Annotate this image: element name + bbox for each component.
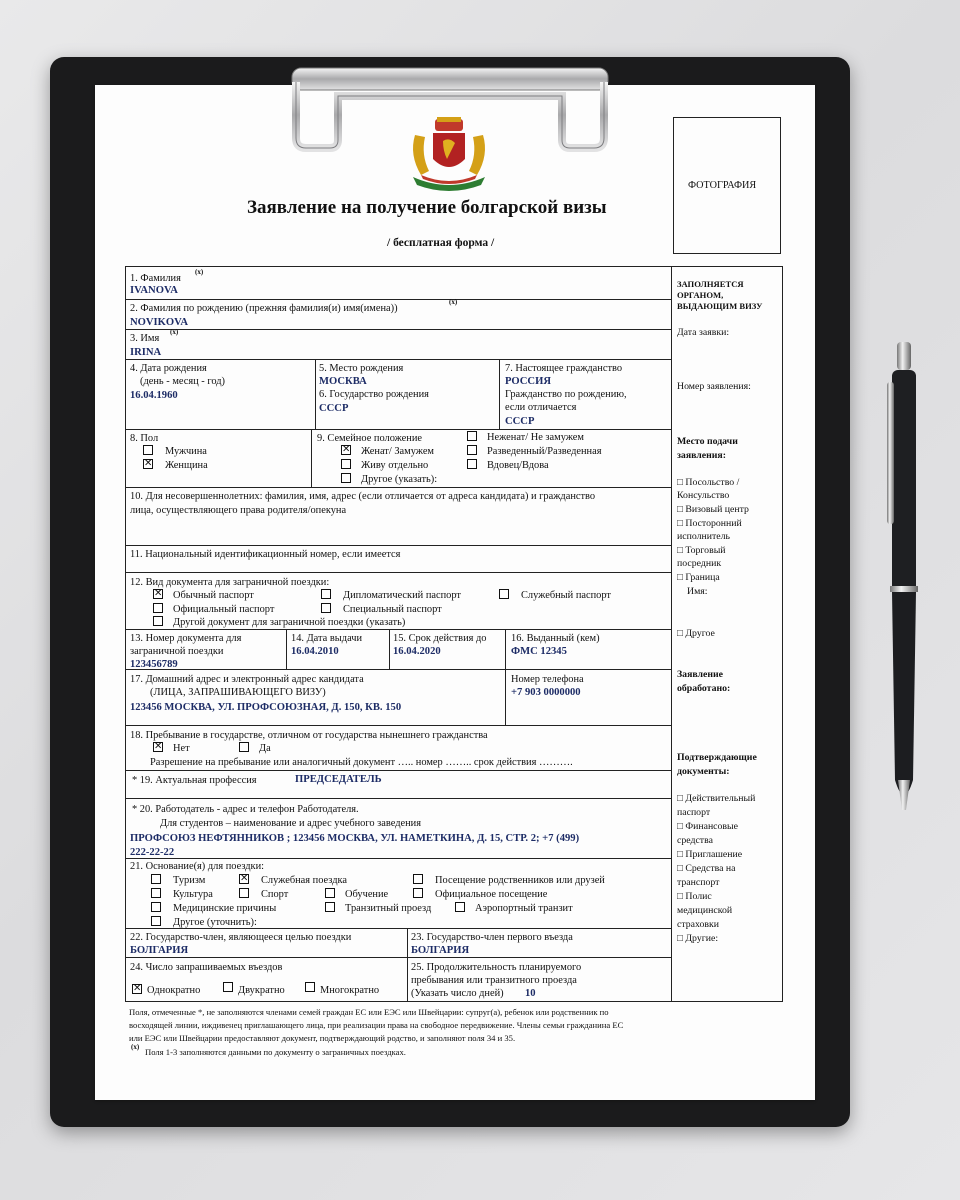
- field-25-label-3: (Указать число дней): [411, 988, 504, 999]
- checkbox-visit[interactable]: [413, 874, 423, 884]
- label-marital-other: Другое (указать):: [361, 474, 438, 485]
- pen: [880, 340, 930, 820]
- field-25-days[interactable]: 10: [525, 988, 536, 999]
- visa-application-form: [95, 85, 815, 1100]
- checkbox-other-document[interactable]: [153, 616, 163, 626]
- checkbox-multiple-entry[interactable]: [305, 982, 315, 992]
- field-14-label: 14. Дата выдачи: [291, 633, 363, 644]
- checkbox-study[interactable]: [325, 888, 335, 898]
- field-18-permit: Разрешение на пребывание или аналогичный документ ….. номер …….. срок действия ……….: [150, 757, 573, 768]
- label-separated: Живу отдельно: [361, 460, 429, 471]
- checkbox-service-passport[interactable]: [499, 589, 509, 599]
- checkbox-female[interactable]: ✕: [144, 458, 153, 469]
- field-6-birth-country[interactable]: СССР: [319, 403, 349, 414]
- field-7-birth-citizenship[interactable]: СССР: [505, 416, 535, 427]
- footer-note: Поля, отмеченные *, не заполняются членами семей граждан ЕС или ЕЭС или Швейцарии: супруг(а), ребенок или родственник по: [129, 1007, 609, 1017]
- checkbox-married[interactable]: ✕: [342, 444, 351, 455]
- field-14-issue-date[interactable]: 16.04.2010: [291, 646, 339, 657]
- field-2-label: 2. Фамилия по рождению (прежняя фамилия(и) имя(имена)): [130, 303, 398, 314]
- doc-passport-2: паспорт: [677, 807, 711, 818]
- field-25-label-2: пребывания или транзитного проезда: [411, 975, 577, 986]
- checkbox-marital-other[interactable]: [341, 473, 351, 483]
- field-3-note: (x): [170, 328, 179, 336]
- field-7-birth-citizenship-label-2: если отличается: [505, 402, 577, 413]
- label-service-passport: Служебный паспорт: [521, 590, 611, 601]
- label-married: Женат/ Замужем: [361, 446, 435, 457]
- label-sport: Спорт: [261, 889, 289, 900]
- processed-title: Заявление: [677, 669, 724, 680]
- submission-place-title: Место подачи: [677, 436, 738, 447]
- office-use-title-2: ОРГАНОМ,: [677, 290, 724, 300]
- field-22-destination[interactable]: БОЛГАРИЯ: [130, 945, 189, 956]
- field-7-label: 7. Настоящее гражданство: [505, 363, 623, 374]
- footer-note-mark: (x): [131, 1043, 140, 1051]
- label-culture: Культура: [173, 889, 213, 900]
- checkbox-separated[interactable]: [341, 459, 351, 469]
- phone-value[interactable]: +7 903 0000000: [511, 687, 581, 698]
- checkbox-male[interactable]: [143, 445, 153, 455]
- label-medical: Медицинские причины: [173, 903, 277, 914]
- supporting-docs-title-2: документы:: [677, 766, 730, 777]
- option-visa-center: □ Визовый центр: [677, 504, 749, 515]
- field-11-label: 11. Национальный идентификационный номер, если имеется: [130, 549, 401, 560]
- field-22-label: 22. Государство-член, являющееся целью поездки: [130, 932, 352, 943]
- footer-note-4: Поля 1-3 заполняются данными по документу о заграничных поездках.: [145, 1047, 406, 1057]
- label-male: Мужчина: [165, 446, 207, 457]
- form-title: Заявление на получение болгарской визы: [247, 197, 607, 218]
- field-16-issued-by[interactable]: ФМС 12345: [511, 646, 567, 657]
- label-single: Неженат/ Не замужем: [487, 432, 584, 443]
- field-18-label: 18. Пребывание в государстве, отличном от государства нынешнего гражданства: [130, 730, 488, 741]
- label-female: Женщина: [165, 460, 208, 471]
- field-4-birth-date[interactable]: 16.04.1960: [130, 390, 178, 401]
- field-13-label: 13. Номер документа для: [130, 633, 242, 644]
- option-trade-2: посредник: [677, 558, 722, 569]
- label-official-passport: Официальный паспорт: [173, 604, 275, 615]
- doc-finance-2: средства: [677, 835, 713, 846]
- field-7-citizenship[interactable]: РОССИЯ: [505, 376, 551, 387]
- checkbox-sport[interactable]: [239, 888, 249, 898]
- field-17-address[interactable]: 123456 МОСКВА, УЛ. ПРОФСОЮЗНАЯ, Д. 150, КВ. 150: [130, 702, 402, 713]
- checkbox-tourism[interactable]: [151, 874, 161, 884]
- doc-transport-2: транспорт: [677, 877, 720, 888]
- submission-place-title-2: заявления:: [677, 450, 726, 461]
- checkbox-divorced[interactable]: [467, 445, 477, 455]
- processed-title-2: обработано:: [677, 683, 731, 694]
- field-3-first-name[interactable]: IRINA: [130, 347, 162, 358]
- label-multiple-entry: Многократно: [320, 985, 380, 996]
- field-1-label: 1. Фамилия: [130, 273, 181, 284]
- field-17-sub: (ЛИЦА, ЗАПРАШИВАЮЩЕГО ВИЗУ): [150, 687, 326, 698]
- checkbox-double-entry[interactable]: [223, 982, 233, 992]
- label-residence-yes: Да: [259, 743, 271, 754]
- checkbox-diplomatic-passport[interactable]: [321, 589, 331, 599]
- label-ordinary-passport: Обычный паспорт: [173, 590, 254, 601]
- checkbox-residence-yes[interactable]: [239, 742, 249, 752]
- option-trade: □ Торговый: [677, 545, 726, 556]
- option-outsource: □ Посторонний: [677, 518, 742, 529]
- field-1-note: (x): [195, 268, 204, 276]
- checkbox-single[interactable]: [467, 431, 477, 441]
- option-outsource-2: исполнитель: [677, 531, 730, 542]
- label-diplomatic-passport: Дипломатический паспорт: [343, 590, 461, 601]
- checkbox-official-passport[interactable]: [153, 603, 163, 613]
- field-13-document-number[interactable]: 123456789: [130, 659, 178, 670]
- label-study: Обучение: [345, 889, 389, 900]
- supporting-docs-title: Подтверждающие: [677, 752, 757, 763]
- field-1-surname[interactable]: IVANOVA: [130, 285, 178, 296]
- phone-label: Номер телефона: [511, 674, 584, 685]
- field-20-label: * 20. Работодатель - адрес и телефон Работодателя.: [132, 804, 359, 815]
- checkbox-business[interactable]: ✕: [240, 873, 249, 884]
- label-widowed: Вдовец/Вдова: [487, 460, 549, 471]
- label-purpose-other: Другое (уточнить):: [173, 917, 257, 928]
- label-special-passport: Специальный паспорт: [343, 604, 442, 615]
- field-8-label: 8. Пол: [130, 433, 159, 444]
- label-transit: Транзитный проезд: [345, 903, 432, 914]
- label-business: Служебная поездка: [261, 875, 347, 886]
- field-6-label: 6. Государство рождения: [319, 389, 429, 400]
- field-3-label: 3. Имя: [130, 333, 160, 344]
- checkbox-special-passport[interactable]: [321, 603, 331, 613]
- option-border-name: Имя:: [687, 586, 708, 597]
- field-23-label: 23. Государство-член первого въезда: [411, 932, 573, 943]
- option-other: □ Другое: [677, 628, 715, 639]
- field-23-first-entry[interactable]: БОЛГАРИЯ: [411, 945, 470, 956]
- label-visit: Посещение родственников или друзей: [435, 875, 605, 886]
- option-embassy: □ Посольство /: [677, 477, 740, 488]
- doc-invitation: □ Приглашение: [677, 849, 743, 860]
- checkbox-widowed[interactable]: [467, 459, 477, 469]
- office-use-title-3: ВЫДАЮЩИМ ВИЗУ: [677, 301, 763, 311]
- doc-other: □ Другие:: [677, 933, 719, 944]
- application-date-label: Дата заявки:: [677, 327, 730, 338]
- field-4-label: 4. Дата рождения: [130, 363, 207, 374]
- field-19-occupation[interactable]: ПРЕДСЕДАТЕЛЬ: [295, 774, 382, 785]
- checkbox-purpose-other[interactable]: [151, 916, 161, 926]
- field-2-note: (x): [449, 298, 458, 306]
- field-20-employer-phone[interactable]: 222-22-22: [130, 847, 175, 858]
- label-single-entry: Однократно: [147, 985, 201, 996]
- field-4-format: (день - месяц - год): [140, 376, 226, 387]
- option-embassy-2: Консульство: [677, 490, 730, 501]
- field-19-label: * 19. Актуальная профессия: [132, 775, 257, 786]
- photo-box: [673, 117, 781, 254]
- field-20-sub: Для студентов – наименование и адрес учебного заведения: [160, 818, 421, 829]
- label-other-document: Другой документ для заграничной поездки (указать): [173, 617, 406, 628]
- field-16-label: 16. Выданный (кем): [511, 633, 600, 644]
- form-subtitle: / бесплатная форма /: [387, 237, 495, 249]
- field-5-label: 5. Место рождения: [319, 363, 404, 374]
- doc-insurance: □ Полис: [677, 891, 712, 902]
- field-10-label-2: лица, осуществляющего права родителя/опекуна: [130, 505, 347, 516]
- checkbox-residence-no[interactable]: ✕: [154, 741, 163, 752]
- field-10-label: 10. Для несовершеннолетних: фамилия, имя, адрес (если отличается от адреса кандидата) и гражданство: [130, 491, 596, 502]
- application-number-label: Номер заявления:: [677, 381, 751, 392]
- office-use-title: ЗАПОЛНЯЕТСЯ: [677, 279, 744, 289]
- field-25-label: 25. Продолжительность планируемого: [411, 962, 582, 973]
- doc-finance: □ Финансовые: [677, 821, 738, 832]
- doc-insurance-3: страховки: [677, 919, 720, 930]
- footer-note-3: или ЕЭС или Швейцарии предоставляют документ, подтверждающий родство, и заполняют поля 34 и 35.: [129, 1033, 516, 1043]
- field-15-label: 15. Срок действия до: [393, 633, 487, 644]
- field-21-label: 21. Основание(я) для поездки:: [130, 861, 265, 872]
- checkbox-medical[interactable]: [151, 902, 161, 912]
- label-residence-no: Нет: [173, 743, 190, 754]
- label-double-entry: Двукратно: [238, 985, 285, 996]
- label-tourism: Туризм: [173, 875, 206, 886]
- field-17-label: 17. Домашний адрес и электронный адрес кандидата: [130, 674, 364, 685]
- field-7-birth-citizenship-label: Гражданство по рождению,: [505, 389, 627, 400]
- checkbox-single-entry[interactable]: ✕: [133, 983, 142, 994]
- field-9-label: 9. Семейное положение: [317, 433, 423, 444]
- clipboard-clip: [290, 62, 610, 152]
- field-15-expiry-date[interactable]: 16.04.2020: [393, 646, 441, 657]
- label-divorced: Разведенный/Разведенная: [487, 446, 602, 457]
- field-2-birth-surname[interactable]: NOVIKOVA: [130, 317, 189, 328]
- checkbox-airport-transit[interactable]: [455, 902, 465, 912]
- checkbox-official-visit[interactable]: [413, 888, 423, 898]
- checkbox-ordinary-passport[interactable]: ✕: [154, 588, 163, 599]
- label-airport-transit: Аэропортный транзит: [475, 903, 573, 914]
- field-5-birth-place[interactable]: МОСКВА: [319, 376, 367, 387]
- option-border: □ Граница: [677, 572, 720, 583]
- field-12-label: 12. Вид документа для заграничной поездки:: [130, 577, 330, 588]
- field-20-employer[interactable]: ПРОФСОЮЗ НЕФТЯННИКОВ ; 123456 МОСКВА, УЛ. НАМЕТКИНА, Д. 15, СТР. 2; +7 (499): [130, 833, 580, 844]
- checkbox-transit[interactable]: [325, 902, 335, 912]
- doc-insurance-2: медицинской: [677, 905, 733, 916]
- photo-label: ФОТОГРАФИЯ: [688, 180, 757, 191]
- doc-transport: □ Средства на: [677, 863, 736, 874]
- footer-note-2: восходящей линии, иждивенец приглашающего лица, при реализации права на свободное передвижение. Члены семьи гражданина ЕС: [129, 1020, 624, 1030]
- field-13-label-2: заграничной поездки: [130, 646, 224, 657]
- doc-passport: □ Действительный: [677, 793, 756, 804]
- checkbox-culture[interactable]: [151, 888, 161, 898]
- label-official-visit: Официальное посещение: [435, 889, 548, 900]
- field-24-label: 24. Число запрашиваемых въездов: [130, 962, 283, 973]
